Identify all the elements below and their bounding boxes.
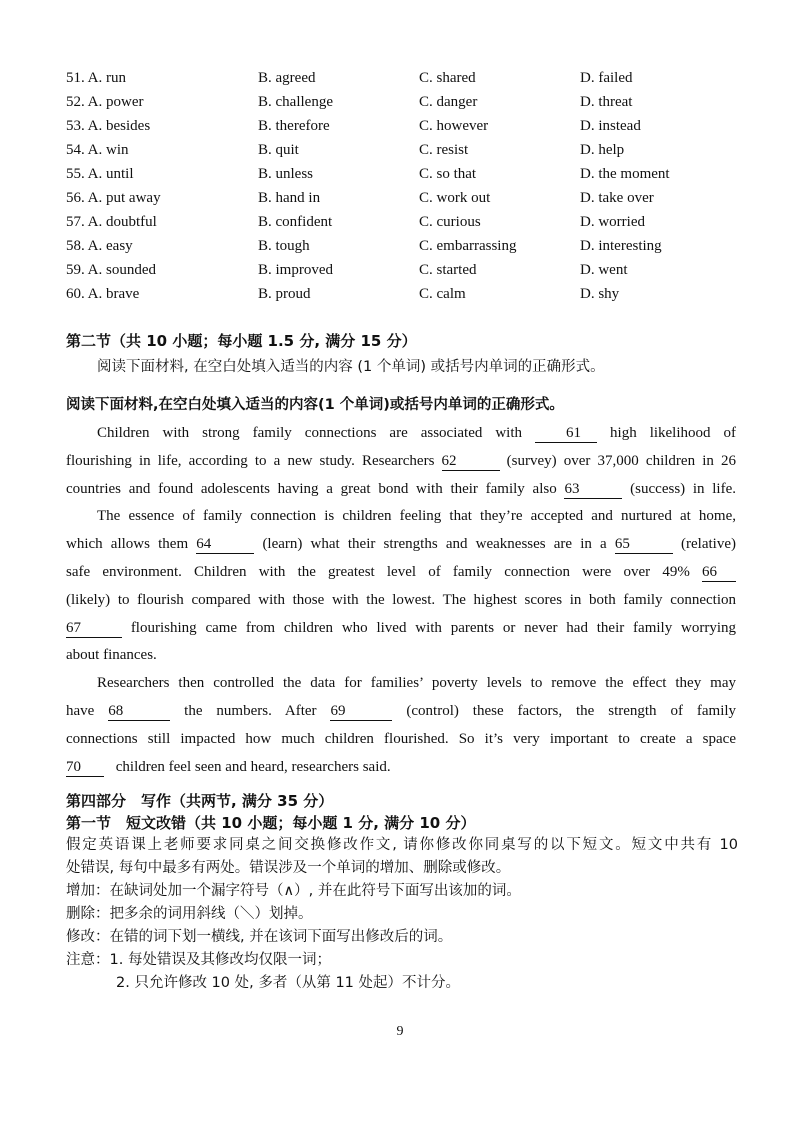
option-a: 56. A. put away xyxy=(66,190,161,206)
option-row-59 xyxy=(66,258,746,282)
option-d: D. take over xyxy=(580,190,654,206)
instruction-line: 处错误, 每句中最多有两处。错误涉及一个单词的增加、删除或修改。 xyxy=(66,860,511,876)
passage-text: Children with strong family connections are associated with xyxy=(97,425,523,441)
option-row-60 xyxy=(66,282,746,306)
section2-instruction: 阅读下面材料, 在空白处填入适当的内容 (1 个单词) 或括号内单词的正确形式。 xyxy=(97,359,605,375)
option-b: B. therefore xyxy=(258,118,330,134)
passage-text: flourishing came from children who lived with parents or never had their family worrying xyxy=(130,619,736,636)
option-b: B. proud xyxy=(258,286,311,302)
passage-line xyxy=(66,448,736,476)
option-b: B. confident xyxy=(258,214,333,230)
option-d: D. worried xyxy=(580,214,645,230)
option-c: C. resist xyxy=(419,142,469,158)
instruction-line: 2. 只允许修改 10 处, 多者（从第 11 处起）不计分。 xyxy=(116,975,460,991)
passage-text: (learn) what their strengths and weaknesses are in a xyxy=(262,536,607,553)
page-number: 9 xyxy=(396,1024,404,1039)
section2-instruction-repeat: 阅读下面材料,在空白处填入适当的内容(1 个单词)或括号内单词的正确形式。 xyxy=(66,397,564,413)
option-row-54 xyxy=(66,138,746,162)
part4-heading: 第四部分 写作（共两节, 满分 35 分） xyxy=(66,792,334,810)
option-b: B. quit xyxy=(258,142,299,158)
option-b: B. improved xyxy=(258,262,333,278)
passage-text: (survey) over 37,000 children in 26 xyxy=(506,452,736,469)
passage-line: connections still impacted how much children flourished. So it’s very important to create a space xyxy=(66,730,736,747)
passage-text: flourishing in life, according to a new study. Researchers xyxy=(66,452,435,469)
blank-69[interactable]: 69 xyxy=(330,702,392,721)
option-a: 60. A. brave xyxy=(66,286,140,302)
option-c: C. danger xyxy=(419,94,478,110)
blank-62[interactable]: 62 xyxy=(442,452,500,471)
option-c: C. curious xyxy=(419,214,481,230)
option-a: 58. A. easy xyxy=(66,238,133,254)
passage-text: countries and found adolescents having a great bond with their family also xyxy=(66,480,557,497)
passage-line: about finances. xyxy=(66,647,157,664)
instruction-line: 增加：在缺词处加一个漏字符号（∧）, 并在此符号下面写出该加的词。 xyxy=(66,883,521,899)
option-a: 51. A. run xyxy=(66,70,126,86)
instruction-line: 假定英语课上老师要求同桌之间交换修改作文, 请你修改你同桌写的以下短文。短文中共有 10 xyxy=(66,837,738,853)
option-d: D. threat xyxy=(580,94,633,110)
option-b: B. unless xyxy=(258,166,314,182)
option-b: B. tough xyxy=(258,238,310,254)
options-table xyxy=(66,66,746,306)
instruction-line: 注意：1. 每处错误及其修改均仅限一词； xyxy=(66,952,331,968)
option-d: D. instead xyxy=(580,118,641,134)
option-row-57 xyxy=(66,210,746,234)
passage-line xyxy=(66,420,736,448)
section2-heading: 第二节（共 10 小题；每小题 1.5 分, 满分 15 分） xyxy=(66,332,417,350)
option-a: 53. A. besides xyxy=(66,118,151,134)
option-b: B. agreed xyxy=(258,70,316,86)
option-a: 59. A. sounded xyxy=(66,262,156,278)
passage-line: (likely) to flourish compared with those with the lowest. The highest scores in both family connection xyxy=(66,591,736,608)
option-a: 55. A. until xyxy=(66,166,134,182)
option-c: C. started xyxy=(419,262,477,278)
passage-text: which allows them xyxy=(66,536,189,553)
option-c: C. however xyxy=(419,118,489,134)
option-c: C. so that xyxy=(419,166,477,182)
option-d: D. help xyxy=(580,142,625,158)
option-a: 54. A. win xyxy=(66,142,129,158)
blank-70[interactable]: 70 xyxy=(66,758,104,777)
option-c: C. work out xyxy=(419,190,491,206)
blank-68[interactable]: 68 xyxy=(108,702,170,721)
passage-text: have xyxy=(66,702,95,719)
blank-65[interactable]: 65 xyxy=(615,535,673,554)
option-row-58 xyxy=(66,234,746,258)
option-row-53 xyxy=(66,114,746,138)
passage-line xyxy=(66,754,736,782)
blank-67[interactable]: 67 xyxy=(66,619,122,638)
blank-64[interactable]: 64 xyxy=(196,535,254,554)
part4-sub-heading: 第一节 短文改错（共 10 小题；每小题 1 分, 满分 10 分） xyxy=(66,814,476,832)
passage-line: Researchers then controlled the data for families’ poverty levels to remove the effect they may xyxy=(97,675,736,692)
error-correction-instructions xyxy=(66,834,738,995)
passage-text: (success) in life. xyxy=(630,480,737,497)
passage-text: (control) these factors, the strength of family xyxy=(406,702,737,719)
blank-61[interactable]: 61 xyxy=(535,424,597,443)
passage-text: safe environment. Children with the greatest level of family connection were over 49% xyxy=(66,563,690,580)
passage-line xyxy=(66,698,736,726)
option-row-52 xyxy=(66,90,746,114)
passage-line xyxy=(66,531,736,559)
cloze-passage xyxy=(66,420,736,781)
blank-63[interactable]: 63 xyxy=(564,480,622,499)
option-d: D. the moment xyxy=(580,166,670,182)
blank-66[interactable]: 66 xyxy=(702,563,736,582)
option-row-56 xyxy=(66,186,746,210)
option-d: D. went xyxy=(580,262,628,278)
option-d: D. shy xyxy=(580,286,620,302)
passage-line xyxy=(66,476,736,504)
option-d: D. interesting xyxy=(580,238,662,254)
passage-text: (relative) xyxy=(681,536,736,553)
option-c: C. embarrassing xyxy=(419,238,517,254)
instruction-line: 删除：把多余的词用斜线（＼）划掉。 xyxy=(66,906,313,922)
option-a: 57. A. doubtful xyxy=(66,214,157,230)
option-b: B. hand in xyxy=(258,190,321,206)
passage-line xyxy=(66,615,736,643)
option-c: C. shared xyxy=(419,70,476,86)
instruction-line: 修改：在错的词下划一横线, 并在该词下面写出修改后的词。 xyxy=(66,929,453,945)
option-c: C. calm xyxy=(419,286,466,302)
option-b: B. challenge xyxy=(258,94,333,110)
passage-text: high likelihood of xyxy=(610,425,737,441)
passage-line: The essence of family connection is children feeling that they’re accepted and nurtured at home, xyxy=(97,508,736,525)
option-a: 52. A. power xyxy=(66,94,144,110)
option-row-51 xyxy=(66,66,746,90)
option-d: D. failed xyxy=(580,70,633,86)
passage-line xyxy=(66,559,736,587)
passage-text: children feel seen and heard, researchers said. xyxy=(115,758,391,775)
option-row-55 xyxy=(66,162,746,186)
passage-text: the numbers. After xyxy=(184,702,317,719)
